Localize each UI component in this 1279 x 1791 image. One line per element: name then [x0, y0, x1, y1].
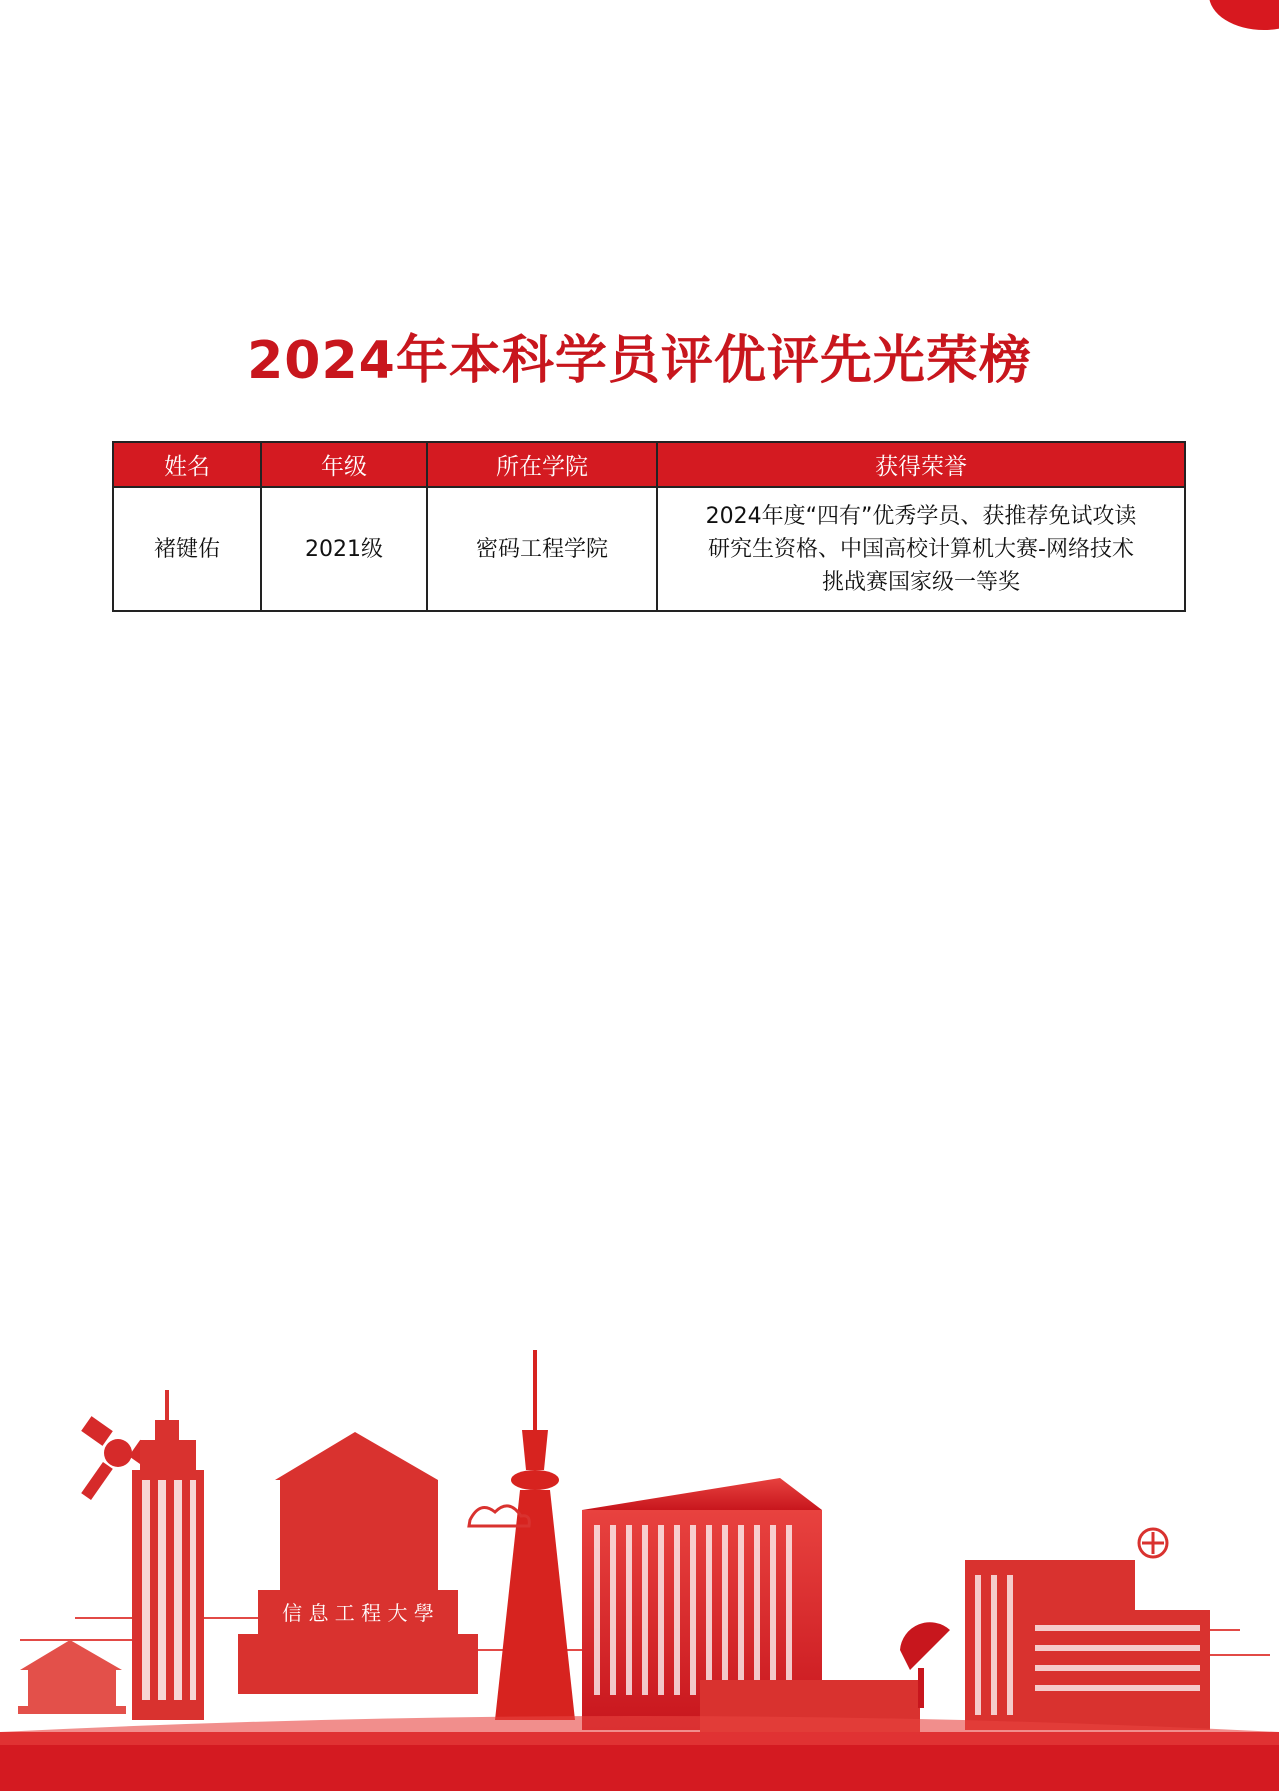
- honors-line: 2024年度“四有”优秀学员、获推荐免试攻读: [705, 503, 1137, 529]
- cell-name: 褚键佑: [113, 487, 261, 611]
- honor-table: [112, 441, 1186, 612]
- gate-sign: 信 息 工 程 大 學: [282, 1601, 434, 1625]
- header-honors: 获得荣誉: [657, 442, 1185, 487]
- cell-grade: 2021级: [261, 487, 427, 611]
- pavilion-building: [18, 1640, 126, 1714]
- tv-tower: [495, 1350, 575, 1720]
- campus-skyline-illustration: [0, 1350, 1279, 1791]
- emblem-icon: [1139, 1529, 1167, 1557]
- gate-building: [238, 1432, 478, 1694]
- header-name: 姓名: [113, 442, 261, 487]
- header-college: 所在学院: [427, 442, 657, 487]
- cell-honors: [657, 487, 1185, 611]
- honors-line: 挑战赛国家级一等奖: [821, 569, 1020, 595]
- table-row: [113, 487, 1185, 611]
- table-header-row: [113, 442, 1185, 487]
- corner-decoration: [1209, 0, 1279, 30]
- header-grade: 年级: [261, 442, 427, 487]
- cell-college: 密码工程学院: [427, 487, 657, 611]
- page-title: 2024年本科学员评优评先光荣榜: [247, 331, 1032, 391]
- honors-line: 研究生资格、中国高校计算机大赛-网络技术: [708, 536, 1134, 562]
